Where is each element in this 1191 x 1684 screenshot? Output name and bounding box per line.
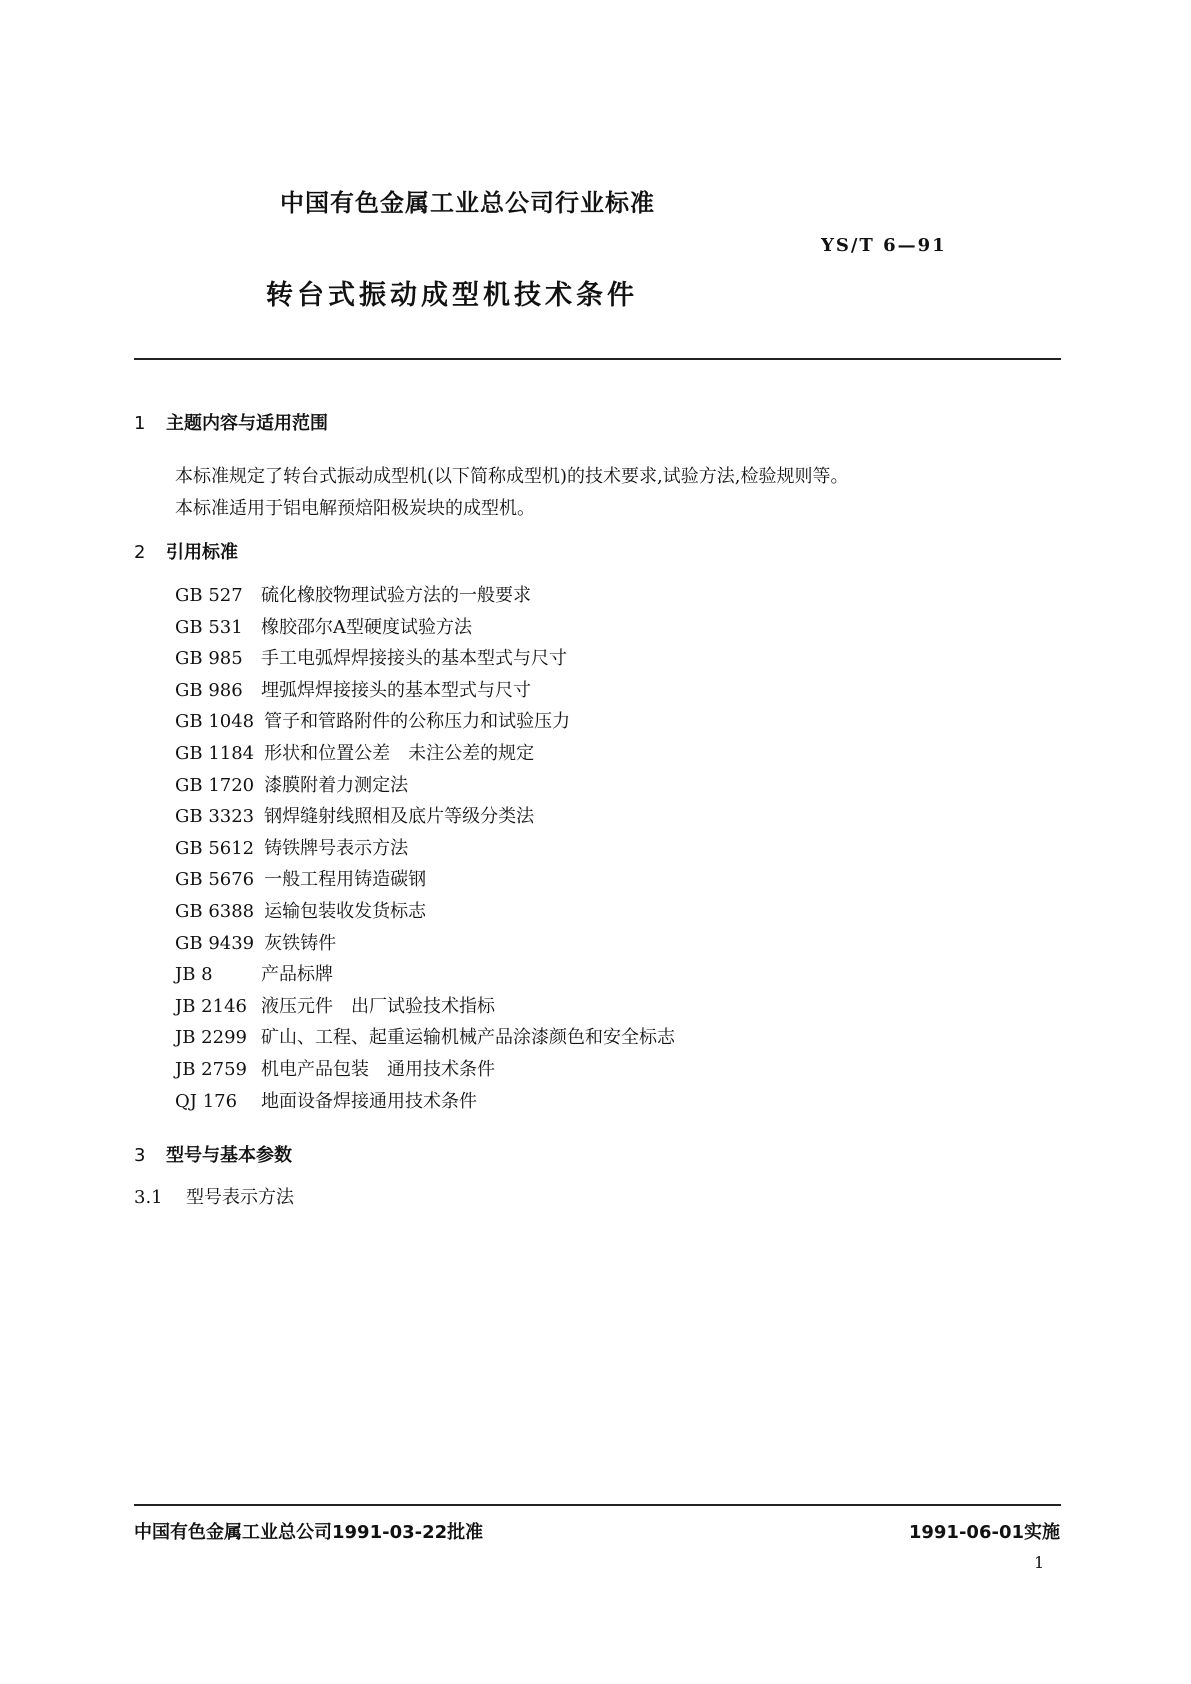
effective-date: 1991-06-01实施 (908, 1522, 1060, 1543)
header-divider (134, 358, 1061, 360)
reference-code: GB 6388 (175, 900, 255, 922)
reference-code: GB 1720 (175, 774, 255, 796)
reference-code: JB 2299 (175, 1027, 247, 1049)
section-title: 主题内容与适用范围 (166, 413, 328, 434)
reference-code: GB 527 (175, 585, 243, 606)
reference-title: 硫化橡胶物理试验方法的一般要求 (261, 585, 531, 606)
document-number: YS/T 6—91 (821, 235, 947, 256)
reference-code: GB 1048 (175, 711, 255, 733)
reference-code: GB 9439 (175, 932, 255, 954)
section-title: 引用标准 (166, 542, 238, 563)
reference-code: QJ 176 (175, 1090, 238, 1112)
reference-item (175, 770, 675, 802)
reference-item (175, 1054, 675, 1086)
reference-title: 地面设备焊接通用技术条件 (261, 1090, 477, 1112)
reference-title: 机电产品包装 通用技术条件 (261, 1058, 495, 1080)
subsection-number: 3.1 (134, 1187, 163, 1208)
reference-code: GB 531 (175, 616, 243, 638)
reference-title: 矿山、工程、起重运输机械产品涂漆颜色和安全标志 (261, 1027, 675, 1049)
issuer-title: 中国有色金属工业总公司行业标准 (280, 189, 655, 217)
reference-title: 灰铁铸件 (264, 932, 337, 954)
reference-item (175, 896, 675, 928)
reference-code: GB 986 (175, 679, 243, 701)
reference-item (175, 612, 675, 644)
reference-title: 一般工程用铸造碳钢 (264, 869, 427, 891)
section-1-paragraph-1: 本标准规定了转台式振动成型机(以下简称成型机)的技术要求,试验方法,检验规则等。 (175, 466, 849, 487)
section-3-heading (134, 1141, 292, 1167)
reference-title: 运输包装收发货标志 (264, 900, 427, 922)
page-number: 1 (1034, 1553, 1045, 1572)
document-title: 转台式振动成型机技术条件 (266, 280, 638, 311)
subsection-3-1-heading (134, 1183, 294, 1209)
reference-item (175, 959, 675, 991)
reference-item (175, 706, 675, 738)
approval-line: 中国有色金属工业总公司1991-03-22批准 (134, 1522, 484, 1543)
reference-code: GB 5676 (175, 869, 255, 891)
footer-divider (134, 1504, 1061, 1506)
reference-item (175, 928, 675, 960)
section-number: 1 (134, 413, 146, 434)
reference-item (175, 864, 675, 896)
reference-item (175, 580, 675, 612)
reference-item (175, 833, 675, 865)
reference-code: JB 2759 (175, 1058, 247, 1080)
reference-title: 钢焊缝射线照相及底片等级分类法 (264, 806, 535, 828)
section-1-paragraph-2: 本标准适用于铝电解预焙阳极炭块的成型机。 (175, 498, 535, 519)
reference-code: GB 5612 (175, 837, 255, 859)
section-number: 2 (134, 542, 146, 563)
reference-item (175, 991, 675, 1023)
reference-title: 漆膜附着力测定法 (264, 774, 409, 796)
reference-title: 产品标牌 (261, 964, 333, 986)
reference-item (175, 738, 675, 770)
section-2-heading (134, 538, 238, 564)
reference-title: 形状和位置公差 未注公差的规定 (264, 742, 535, 764)
reference-title: 埋弧焊焊接接头的基本型式与尺寸 (261, 679, 531, 701)
reference-title: 管子和管路附件的公称压力和试验压力 (264, 711, 571, 733)
reference-item (175, 1086, 675, 1118)
reference-title: 手工电弧焊焊接接头的基本型式与尺寸 (261, 648, 567, 670)
reference-code: GB 1184 (175, 742, 255, 764)
reference-code: GB 985 (175, 648, 243, 670)
reference-title: 液压元件 出厂试验技术指标 (261, 995, 495, 1017)
reference-title: 橡胶邵尔A型硬度试验方法 (261, 616, 472, 638)
reference-code: JB 2146 (175, 995, 247, 1017)
reference-title: 铸铁牌号表示方法 (264, 837, 409, 859)
subsection-title: 型号表示方法 (186, 1187, 294, 1208)
reference-item (175, 801, 675, 833)
reference-item (175, 1022, 675, 1054)
reference-item (175, 643, 675, 675)
reference-item (175, 675, 675, 707)
section-number: 3 (134, 1145, 146, 1166)
reference-list (175, 580, 675, 1117)
reference-code: JB 8 (175, 964, 213, 986)
section-1-heading (134, 409, 328, 435)
reference-code: GB 3323 (175, 806, 255, 828)
section-title: 型号与基本参数 (166, 1145, 292, 1166)
